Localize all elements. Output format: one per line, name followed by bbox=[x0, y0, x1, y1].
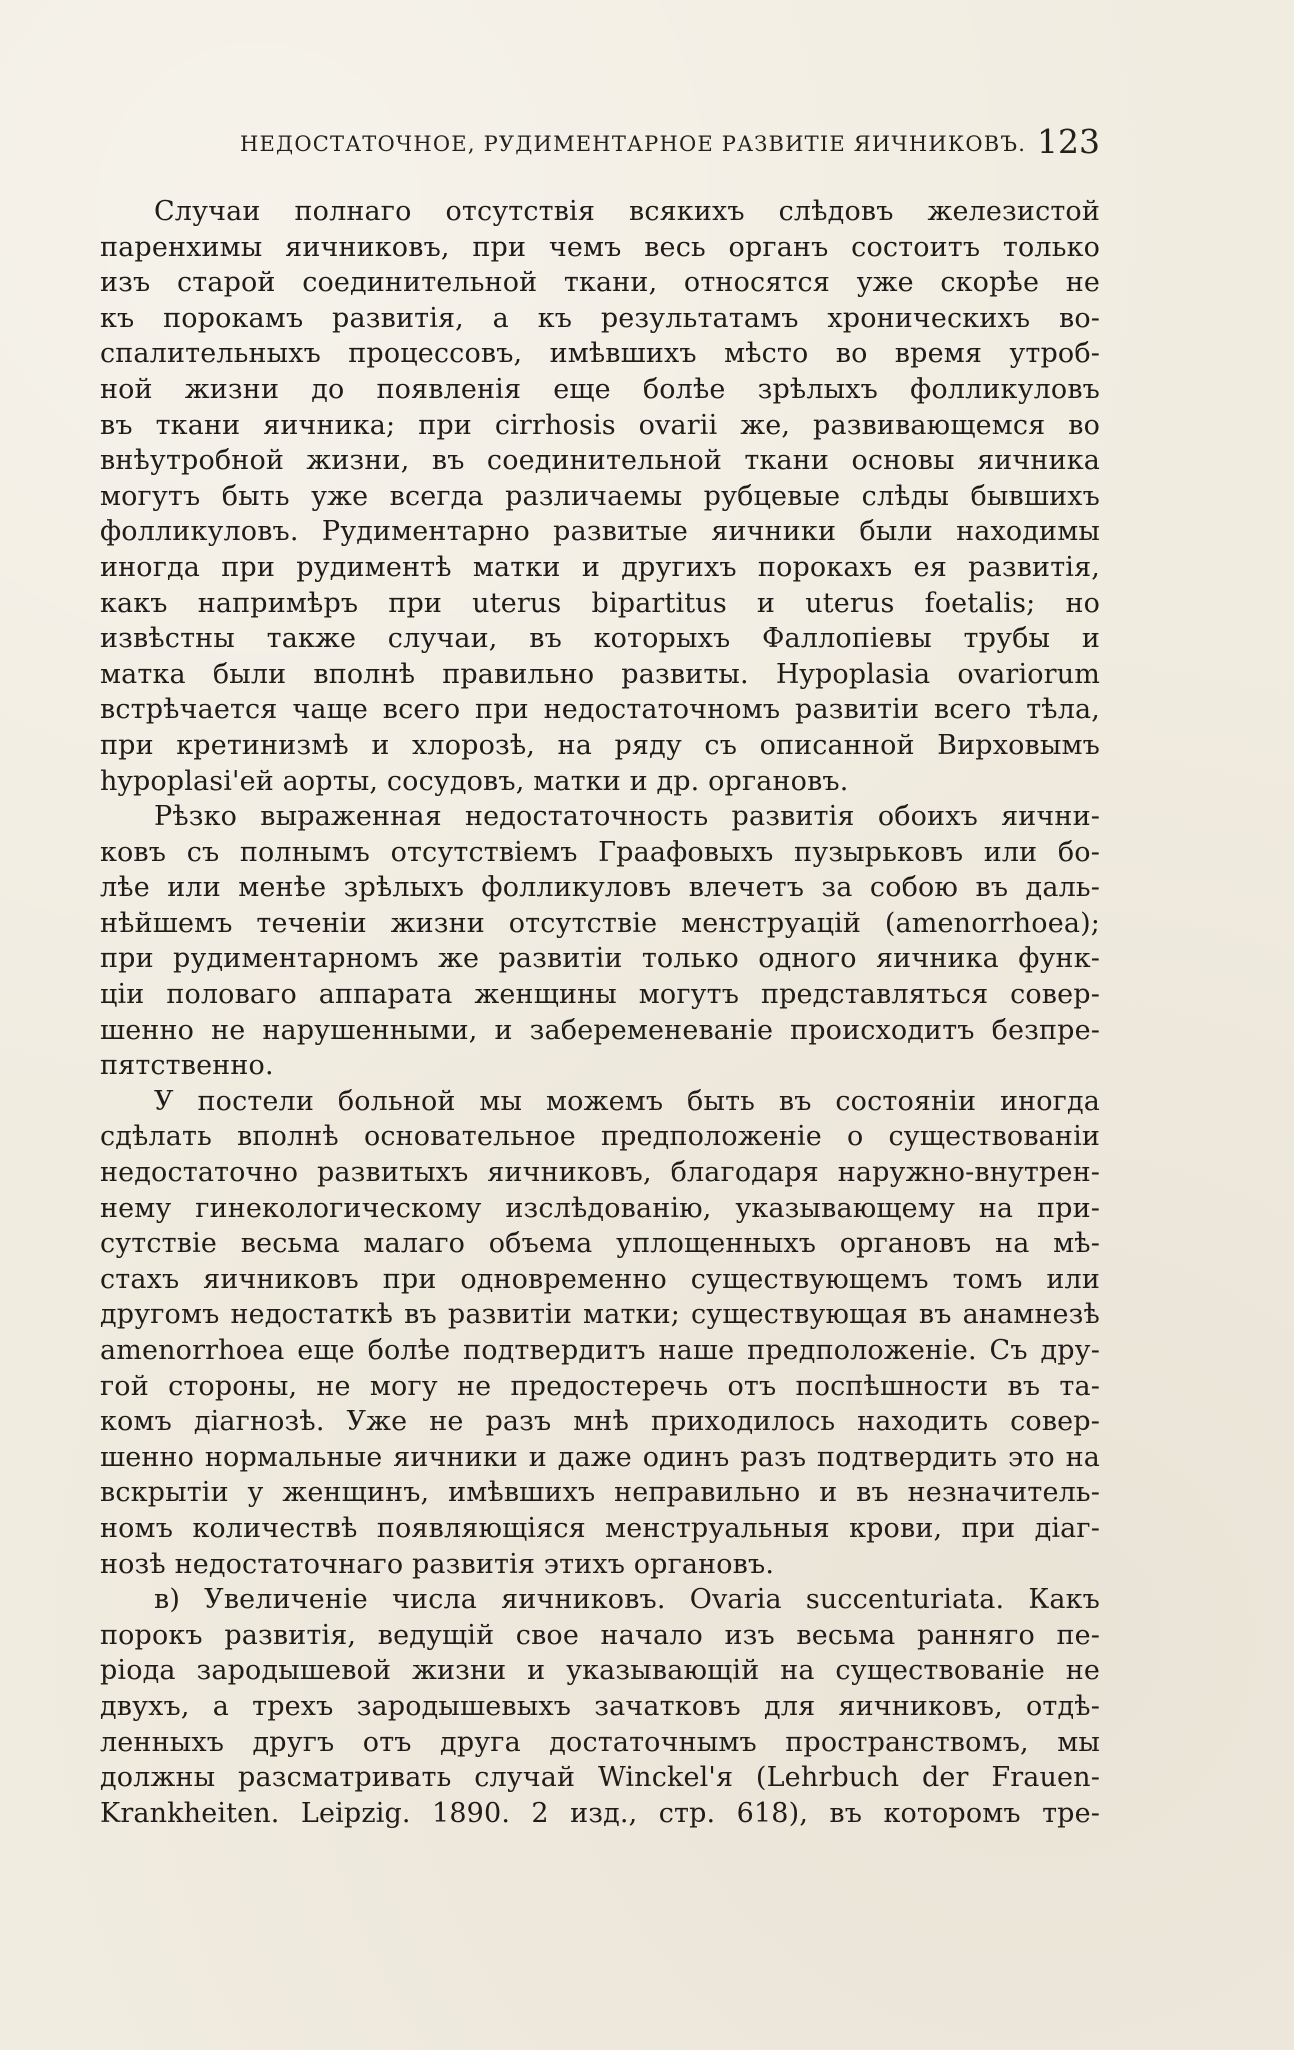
text-line: въ ткани яичника; при cirrhosis ovarii же, развивающемся во bbox=[100, 409, 1100, 441]
page-number: 123 bbox=[1037, 122, 1100, 161]
text-line: фолликуловъ. Рудиментарно развитые яичники были находимы bbox=[100, 516, 1100, 548]
paragraph bbox=[100, 194, 1100, 799]
text-line: паренхимы яичниковъ, при чемъ весь органъ состоитъ только bbox=[100, 231, 1100, 263]
text-line: ціи половаго аппарата женщины могутъ представляться совер- bbox=[100, 979, 1100, 1011]
text-line: извѣстны также случаи, въ которыхъ Фаллопіевы трубы и bbox=[100, 623, 1100, 655]
text-line: сутствіе весьма малаго объема уплощенныхъ органовъ на мѣ- bbox=[100, 1228, 1100, 1260]
text-line: Krankheiten. Leipzig. 1890. 2 изд., стр. 618), въ которомъ тре- bbox=[100, 1797, 1100, 1829]
text-line: спалительныхъ процессовъ, имѣвшихъ мѣсто во время утроб- bbox=[100, 338, 1100, 370]
text-line: ковъ съ полнымъ отсутствіемъ Граафовыхъ пузырьковъ или бо- bbox=[100, 836, 1100, 868]
text-line: другомъ недостаткѣ въ развитіи матки; существующая въ анамнезѣ bbox=[100, 1299, 1100, 1331]
text-line: нему гинекологическому изслѣдованію, указывающему на при- bbox=[100, 1192, 1100, 1224]
text-line: двухъ, а трехъ зародышевыхъ зачатковъ для яичниковъ, отдѣ- bbox=[100, 1690, 1100, 1722]
text-line: при рудиментарномъ же развитіи только одного яичника функ- bbox=[100, 943, 1100, 975]
text-line: должны разсматривать случай Winckel'я (Lehrbuch der Frauen- bbox=[100, 1762, 1100, 1794]
paragraph bbox=[100, 1084, 1100, 1582]
text-line: ленныхъ другъ отъ друга достаточнымъ пространствомъ, мы bbox=[100, 1726, 1100, 1758]
text-line: нозѣ недостаточнаго развитія этихъ органовъ. bbox=[100, 1548, 775, 1580]
text-line: нѣйшемъ теченіи жизни отсутствіе менструацій (amenorrhoea); bbox=[100, 907, 1100, 939]
text-line: гой стороны, не могу не предостеречь отъ поспѣшности въ та- bbox=[100, 1370, 1100, 1402]
text-line: У постели больной мы можемъ быть въ состояніи иногда bbox=[154, 1085, 1100, 1117]
text-line: лѣе или менѣе зрѣлыхъ фолликуловъ влечетъ за собою въ даль- bbox=[100, 872, 1100, 904]
text-line: могутъ быть уже всегда различаемы рубцевые слѣды бывшихъ bbox=[100, 480, 1100, 512]
text-line: порокъ развитія, ведущій свое начало изъ весьма ранняго пе- bbox=[100, 1619, 1100, 1651]
paragraph bbox=[100, 799, 1100, 1084]
text-line: ной жизни до появленія еще болѣе зрѣлыхъ фолликуловъ bbox=[100, 373, 1100, 405]
body-text bbox=[100, 194, 1100, 1831]
paragraph bbox=[100, 1582, 1100, 1831]
text-line: ріода зародышевой жизни и указывающій на существованіе не bbox=[100, 1655, 1100, 1687]
text-line: шенно нормальные яичники и даже одинъ разъ подтвердить это на bbox=[100, 1441, 1100, 1473]
text-line: пятственно. bbox=[100, 1050, 274, 1082]
text-line: комъ діагнозѣ. Уже не разъ мнѣ приходилось находить совер- bbox=[100, 1406, 1100, 1438]
text-line: amenorrhoea еще болѣе подтвердитъ наше предположеніе. Съ дру- bbox=[100, 1335, 1100, 1366]
running-header bbox=[240, 122, 1100, 164]
text-line: при кретинизмѣ и хлорозѣ, на ряду съ описанной Вирховымъ bbox=[100, 729, 1100, 761]
text-line: сдѣлать вполнѣ основательное предположеніе о существованіи bbox=[100, 1121, 1100, 1153]
text-line: къ порокамъ развитія, а къ результатамъ хроническихъ во- bbox=[100, 302, 1100, 334]
text-line: вскрытіи у женщинъ, имѣвшихъ неправильно и въ незначитель- bbox=[100, 1477, 1100, 1509]
text-line: Рѣзко выраженная недостаточность развитія обоихъ яични- bbox=[154, 801, 1100, 833]
text-line: недостаточно развитыхъ яичниковъ, благодаря наружно-внутрен- bbox=[100, 1157, 1100, 1189]
text-line: в) Увеличеніе числа яичниковъ. Ovaria succenturiata. Какъ bbox=[154, 1584, 1100, 1616]
text-line: какъ напримѣръ при uterus bipartitus и uterus foetalis; но bbox=[100, 587, 1100, 619]
text-line: матка были вполнѣ правильно развиты. Hypoplasia ovariorum bbox=[100, 658, 1100, 690]
text-line: номъ количествѣ появляющіяся менструальныя крови, при діаг- bbox=[100, 1512, 1100, 1544]
text-line: hypoplasi'ей аорты, сосудовъ, матки и др. органовъ. bbox=[100, 765, 849, 797]
text-line: стахъ яичниковъ при одновременно существующемъ томъ или bbox=[100, 1263, 1100, 1295]
text-line: Случаи полнаго отсутствія всякихъ слѣдовъ железистой bbox=[154, 196, 1100, 227]
text-line: внѣутробной жизни, въ соединительной ткани основы яичника bbox=[100, 445, 1100, 477]
text-line: встрѣчается чаще всего при недостаточномъ развитіи всего тѣла, bbox=[100, 694, 1100, 726]
text-line: изъ старой соединительной ткани, относятся уже скорѣе не bbox=[100, 267, 1100, 299]
text-line: иногда при рудиментѣ матки и другихъ порокахъ ея развитія, bbox=[100, 551, 1100, 583]
running-title: НЕДОСТАТОЧНОЕ, РУДИМЕНТАРНОЕ РАЗВИТІЕ ЯИЧНИКОВЪ. bbox=[240, 132, 1027, 156]
text-line: шенно не нарушенными, и забеременеваніе происходитъ безпре- bbox=[100, 1014, 1100, 1046]
